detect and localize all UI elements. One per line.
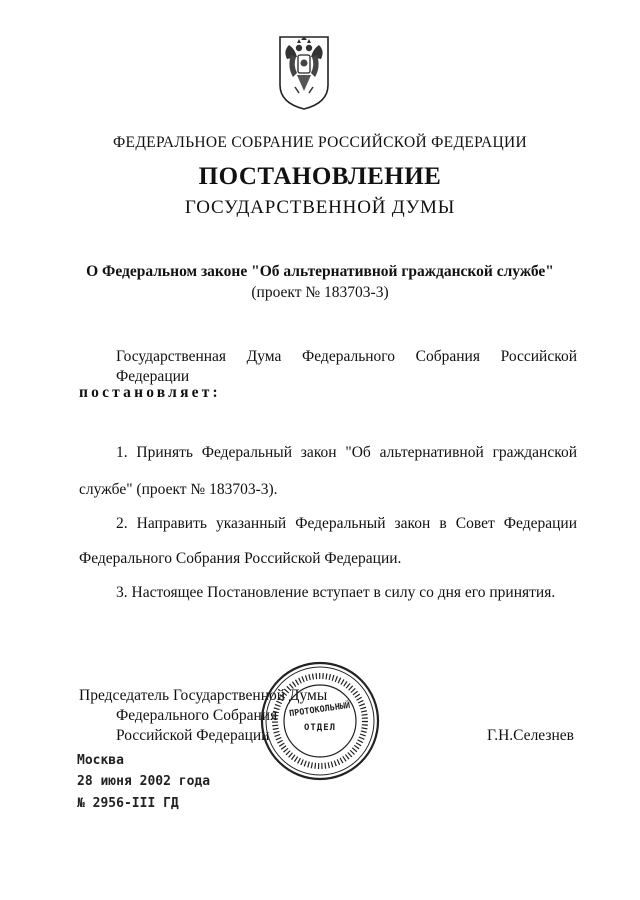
resolves-word: постановляет: [79,384,221,401]
signer-name: Г.Н.Селезнев [487,727,574,744]
stamp-center: ОТДЕЛ [303,723,337,733]
item-2-line-2: Федерального Собрания Российской Федерации. [79,550,402,567]
official-stamp-icon [259,660,381,782]
russian-coat-of-arms-icon [277,33,331,111]
law-project-number: (проект № 183703-3) [251,284,389,301]
document-title: ПОСТАНОВЛЕНИЕ [198,163,442,190]
law-subject-title: О Федеральном законе "Об альтернативной гражданской службе" [86,263,554,280]
date-of-signing: 28 июня 2002 года [77,774,211,789]
resolution-number: № 2956-III ГД [77,796,179,811]
parliament-name: ФЕДЕРАЛЬНОЕ СОБРАНИЕ РОССИЙСКОЙ ФЕДЕРАЦИИ [113,134,527,151]
intro-paragraph: Государственная Дума Федерального Собрания Российской Федерации [116,348,577,385]
item-1-line-1: 1. Принять Федеральный закон "Об альтернативной гражданской [116,444,577,461]
document-subtitle: ГОСУДАРСТВЕННОЙ ДУМЫ [184,197,456,218]
place-of-signing: Москва [77,753,124,768]
signer-position-line-1: Председатель Государственной Думы [79,687,328,704]
item-1-line-2: службе" (проект № 183703-3). [79,481,278,498]
stamp-center-top: ПРОТОКОЛЬНЫЙ [288,700,351,720]
signer-position-line-3: Российской Федерации [116,727,270,744]
signer-position-line-2: Федерального Собрания [116,707,278,724]
item-2-line-1: 2. Направить указанный Федеральный закон в Совет Федерации [116,515,577,532]
item-3: 3. Настоящее Постановление вступает в силу со дня его принятия. [116,584,556,601]
